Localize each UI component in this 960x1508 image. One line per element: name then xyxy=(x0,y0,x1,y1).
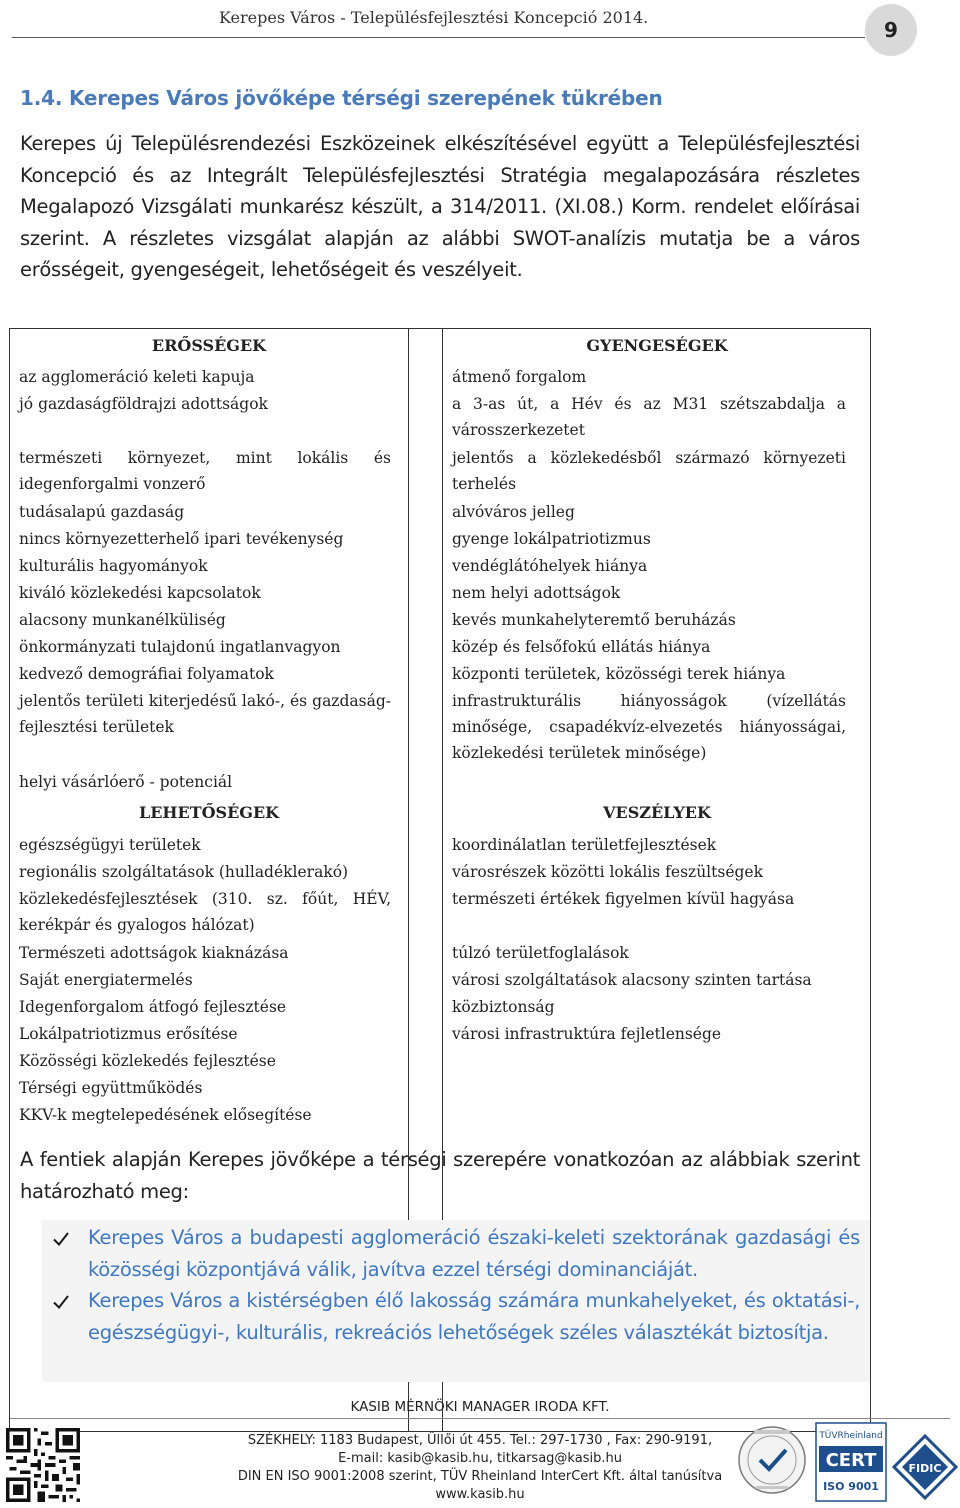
footer-website: www.kasib.hu xyxy=(435,1487,525,1502)
footer-address: SZÉKHELY: 1183 Budapest, Üllői út 455. Tel.: 297-1730 , Fax: 290-9191, xyxy=(247,1433,713,1448)
strength-item: kulturális hagyományok xyxy=(19,557,208,575)
header-divider xyxy=(12,37,865,38)
opportunity-item: Közösségi közlekedés fejlesztése xyxy=(19,1052,276,1070)
table-border-top xyxy=(9,328,871,329)
weakness-item: alvóváros jelleg xyxy=(452,503,575,521)
footer-company: KASIB MÉRNÖKI MANAGER IRODA KFT. xyxy=(350,1399,610,1415)
checkmark-icon xyxy=(52,1230,70,1248)
section-heading: 1.4. Kerepes Város jövőképe térségi szerepének tükrében xyxy=(20,86,663,110)
document-title: Kerepes Város - Településfejlesztési Koncepció 2014. xyxy=(219,8,649,27)
strength-item: jó gazdaságföldrajzi adottságok xyxy=(19,395,268,413)
iso-logo-text: ISO 9001 xyxy=(823,1480,879,1493)
tuv-logo-text: TÜVRheinland xyxy=(819,1431,883,1441)
threats-title: VESZÉLYEK xyxy=(603,803,711,822)
weakness-item: központi területek, közösségi terek hiánya xyxy=(452,665,786,683)
strength-item: jelentős területi kiterjedésű lakó-, és gazdaság-fejlesztési területek xyxy=(19,692,391,736)
weakness-item: vendéglátóhelyek hiánya xyxy=(452,557,648,575)
strength-item: az agglomeráció keleti kapuja xyxy=(19,368,255,386)
threat-item: városrészek közötti lokális feszültségek xyxy=(452,863,763,881)
opportunity-item: KKV-k megtelepedésének elősegítése xyxy=(19,1106,312,1124)
opportunity-item: Lokálpatriotizmus erősítése xyxy=(19,1025,238,1043)
threat-item: túlzó területfoglalások xyxy=(452,944,629,962)
weakness-item: infrastrukturális hiányosságok (vízellátás minősége, csapadékvíz-elvezetés hiányosságai, közlekedési területek minősége) xyxy=(452,692,846,762)
strength-item: helyi vásárlóerő - potenciál xyxy=(19,773,233,791)
opportunity-item: regionális szolgáltatások (hulladéklerakó) xyxy=(19,863,349,881)
threat-item: koordinálatlan területfejlesztések xyxy=(452,836,717,854)
checkmark-icon xyxy=(52,1293,70,1311)
threat-item: városi szolgáltatások alacsony szinten tartása xyxy=(452,971,812,989)
fidic-logo-text: FIDIC xyxy=(908,1462,942,1475)
weakness-item: gyenge lokálpatriotizmus xyxy=(452,530,651,548)
tuv-rheinland-cert-logo xyxy=(815,1422,887,1502)
footer-email: E-mail: kasib@kasib.hu, titkarsag@kasib.hu xyxy=(338,1451,622,1466)
weakness-item: a 3-as út, a Hév és az M31 szétszabdalja a városszerkezetet xyxy=(452,395,846,439)
table-border-right xyxy=(870,328,871,1432)
page-header xyxy=(0,0,960,70)
opportunity-item: közlekedésfejlesztések (310. sz. főút, HÉV, kerékpár és gyalogos hálózat) xyxy=(19,890,391,934)
fidic-logo xyxy=(892,1434,958,1500)
footer-certification: DIN EN ISO 9001:2008 szerint, TÜV Rheinland InterCert Kft. által tanúsítva xyxy=(237,1469,723,1484)
tuv-certificate-logo xyxy=(736,1422,808,1502)
opportunity-item: Idegenforgalom átfogó fejlesztése xyxy=(19,998,287,1016)
weakness-item: jelentős a közlekedésből származó környezeti terhelés xyxy=(452,449,846,493)
opportunity-item: egészségügyi területek xyxy=(19,836,201,854)
weaknesses-title: GYENGESÉGEK xyxy=(586,336,728,355)
strength-item: kedvező demográfiai folyamatok xyxy=(19,665,274,683)
threat-item: közbiztonság xyxy=(452,998,555,1016)
vision-item: Kerepes Város a kistérségben élő lakosság számára munkahelyeket, és oktatási-, egészségügyi-, kulturális, rekreációs lehetőségek széles választékát biztosítja. xyxy=(88,1289,860,1344)
weakness-item: nem helyi adottságok xyxy=(452,584,621,602)
weakness-item: kevés munkahelyteremtő beruházás xyxy=(452,611,736,629)
conclusion-paragraph: A fentiek alapján Kerepes jövőképe a térségi szerepére vonatkozóan az alábbiak szerint határozható meg: xyxy=(20,1148,860,1203)
footer-divider xyxy=(10,1418,950,1419)
strength-item: alacsony munkanélküliség xyxy=(19,611,226,629)
page-number: 9 xyxy=(865,4,917,56)
vision-item: Kerepes Város a budapesti agglomeráció északi-keleti szektorának gazdasági és közösségi központjává válik, javítva ezzel térségi dominanciáját. xyxy=(88,1226,860,1281)
weakness-item: átmenő forgalom xyxy=(452,368,587,386)
opportunity-item: Térségi együttműködés xyxy=(19,1079,203,1097)
strength-item: nincs környezetterhelő ipari tevékenység xyxy=(19,530,344,548)
opportunity-item: Természeti adottságok kiaknázása xyxy=(19,944,289,962)
opportunities-title: LEHETŐSÉGEK xyxy=(138,803,280,822)
strength-item: természeti környezet, mint lokális és idegenforgalmi vonzerő xyxy=(19,449,391,493)
table-border-left xyxy=(9,328,10,1432)
strengths-title: ERŐSSÉGEK xyxy=(151,336,267,355)
strength-item: önkormányzati tulajdonú ingatlanvagyon xyxy=(19,638,341,656)
vision-box xyxy=(42,1220,870,1382)
threat-item: városi infrastruktúra fejletlensége xyxy=(452,1025,722,1043)
strength-item: kiváló közlekedési kapcsolatok xyxy=(19,584,261,602)
cert-logo-text: CERT xyxy=(825,1450,877,1471)
weakness-item: közép és felsőfokú ellátás hiánya xyxy=(452,638,711,656)
qr-code-icon xyxy=(6,1428,80,1502)
threat-item: természeti értékek figyelmen kívül hagyása xyxy=(452,890,795,908)
intro-paragraph: Kerepes új Településrendezési Eszközeinek elkészítésével együtt a Településfejlesztési Koncepció és az Integrált Településfejlesztési Stratégia megalapozására részletes Megalapozó Vizsgálati munkarész készült, a 314/2011. (XI.08.) Korm. rendelet előírásai szerint. A részletes vizsgálat alapján az alábbi SWOT-analízis mutatja be a város erősségeit, gyengeségeit, lehetőségeit és veszélyeit. xyxy=(20,132,860,281)
strength-item: tudásalapú gazdaság xyxy=(19,503,185,521)
opportunity-item: Saját energiatermelés xyxy=(19,971,193,989)
